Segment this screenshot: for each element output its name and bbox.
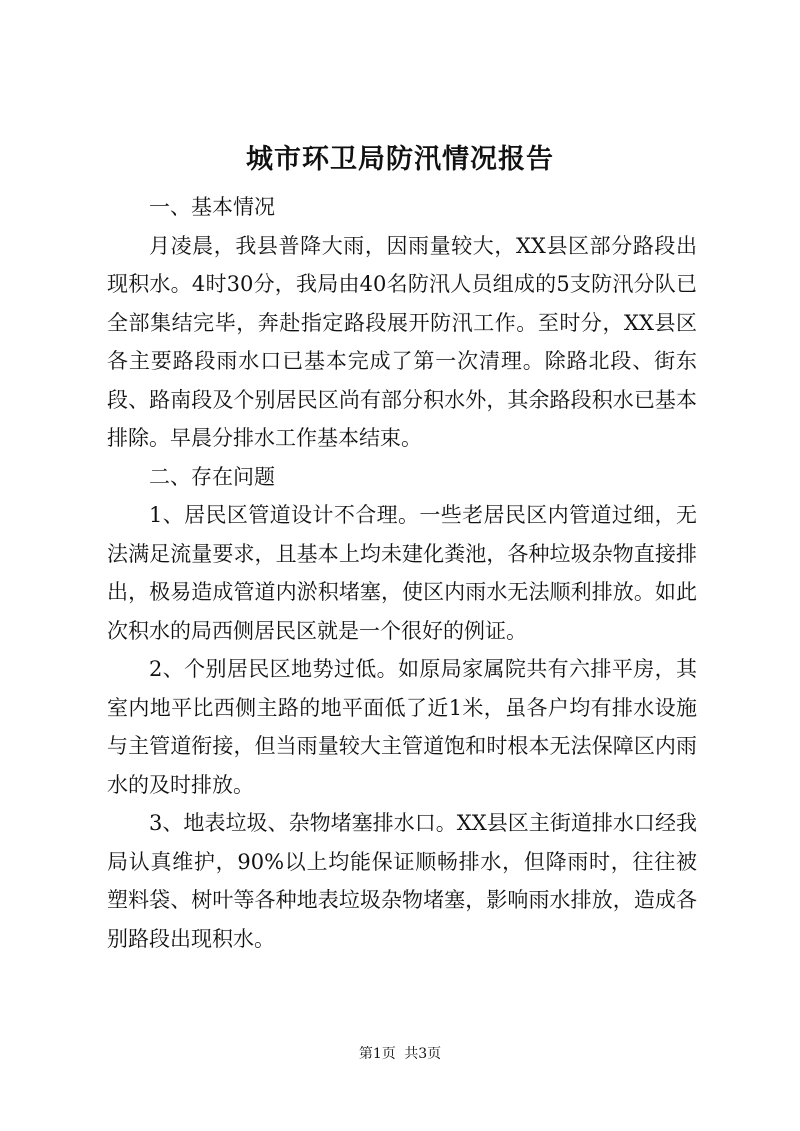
paragraph-problem-3: 3、地表垃圾、杂物堵塞排水口。XX县区主街道排水口经我局认真维护，90%以上均能保证顺畅排水，但降雨时，往往被塑料袋、树叶等各种地表垃圾杂物堵塞，影响雨水排放，造成各别路段出现积水。 [107, 811, 697, 951]
document-body [107, 188, 697, 958]
section-heading-basic: 一、基本情况 [149, 195, 275, 219]
page-number: 第1页 [358, 1046, 396, 1062]
paragraph-problem-2: 2、个别居民区地势过低。如原局家属院共有六排平房，其室内地平比西侧主路的地平面低了近1米，虽各户均有排水设施与主管道衔接，但当雨量较大主管道饱和时根本无法保障区内雨水的及时排放。 [107, 657, 697, 797]
page-total: 共3页 [404, 1046, 442, 1062]
paragraph-problem-1: 1、居民区管道设计不合理。一些老居民区内管道过细，无法满足流量要求，且基本上均未建化粪池，各种垃圾杂物直接排出，极易造成管道内淤积堵塞，使区内雨水无法顺利排放。如此次积水的局西侧居民区就是一个很好的例证。 [107, 503, 697, 643]
page-footer [0, 1044, 800, 1064]
paragraph-basic-situation: 月凌晨，我县普降大雨，因雨量较大，XX县区部分路段出现积水。4时30分，我局由40名防汛人员组成的5支防汛分队已全部集结完毕，奔赴指定路段展开防汛工作。至时分，XX县区各主要路段雨水口已基本完成了第一次清理。除路北段、街东段、路南段及个别居民区尚有部分积水外，其余路段积水已基本排除。早晨分排水工作基本结束。 [107, 233, 697, 450]
section-heading-problems: 二、存在问题 [149, 464, 275, 489]
document-title: 城市环卫局防汛情况报告 [246, 144, 554, 175]
